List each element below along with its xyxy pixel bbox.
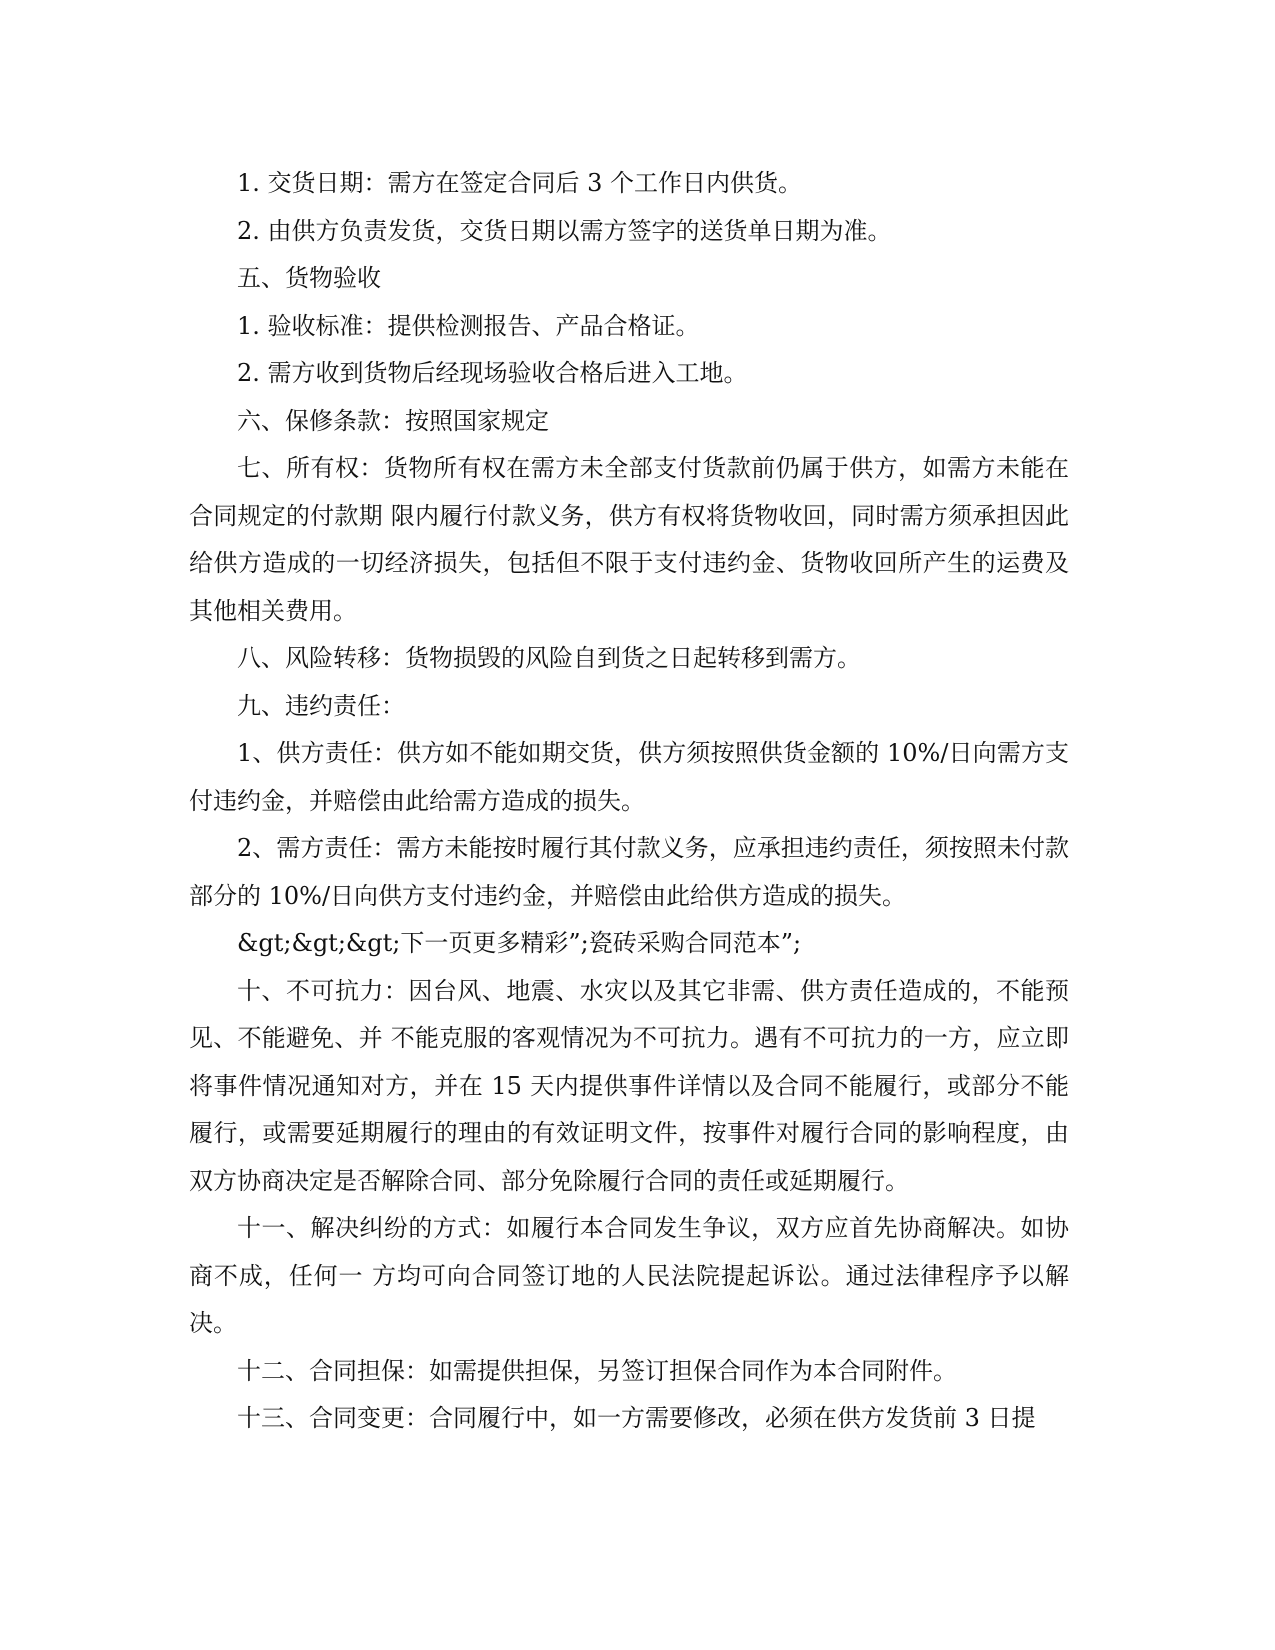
clause-dispute-resolution: 十一、解决纠纷的方式：如履行本合同发生争议，双方应首先协商解决。如协商不成，任何一 方均可向合同签订地的人民法院提起诉讼。通过法律程序予以解决。 xyxy=(189,1214,1069,1337)
clause-ownership: 七、所有权：货物所有权在需方未全部支付货款前仍属于供方，如需方未能在合同规定的付款期 限内履行付款义务，供方有权将货物收回，同时需方须承担因此给供方造成的一切经济损失，包括但不限于支付违约金、货物收回所产生的运费及其他相关费用。 xyxy=(189,454,1069,625)
clause-buyer-liability: 2、需方责任：需方未能按时履行其付款义务，应承担违约责任，须按照未付款部分的 10%/日向供方支付违约金，并赔偿由此给供方造成的损失。 xyxy=(189,834,1069,910)
clause-shipping: 2. 由供方负责发货，交货日期以需方签字的送货单日期为准。 xyxy=(237,216,892,245)
clause-force-majeure: 十、不可抗力：因台风、地震、水灾以及其它非需、供方责任造成的，不能预见、不能避免、并 不能克服的客观情况为不可抗力。遇有不可抗力的一方，应立即将事件情况通知对方，并在 15 天内提供事件详情以及合同不能履行，或部分不能履行，或需要延期履行的理由的有效证明文件，按事件对履行合同的影响程度，由双方协商决定是否解除合同、部分免除履行合同的责任或延期履行。 xyxy=(189,976,1069,1195)
section-heading-acceptance: 五、货物验收 xyxy=(237,264,381,292)
clause-warranty: 六、保修条款：按照国家规定 xyxy=(237,406,549,435)
clause-onsite-acceptance: 2. 需方收到货物后经现场验收合格后进入工地。 xyxy=(237,359,748,387)
clause-contract-change: 十三、合同变更：合同履行中，如一方需要修改，必须在供方发货前 3 日提 xyxy=(237,1404,1036,1432)
clause-guarantee: 十二、合同担保：如需提供担保，另签订担保合同作为本合同附件。 xyxy=(237,1356,957,1385)
section-heading-liability: 九、违约责任： xyxy=(237,691,405,720)
clause-risk-transfer: 八、风险转移：货物损毁的风险自到货之日起转移到需方。 xyxy=(237,644,861,672)
clause-acceptance-standard: 1. 验收标准：提供检测报告、产品合格证。 xyxy=(237,311,700,340)
clause-delivery-date: 1. 交货日期：需方在签定合同后 3 个工作日内供货。 xyxy=(237,169,803,197)
document-body xyxy=(189,160,1069,1443)
next-page-note: &gt;&gt;&gt;下一页更多精彩”;瓷砖采购合同范本”; xyxy=(237,929,802,957)
clause-supplier-liability: 1、供方责任：供方如不能如期交货，供方须按照供货金额的 10%/日向需方支付违约金，并赔偿由此给需方造成的损失。 xyxy=(189,739,1069,815)
